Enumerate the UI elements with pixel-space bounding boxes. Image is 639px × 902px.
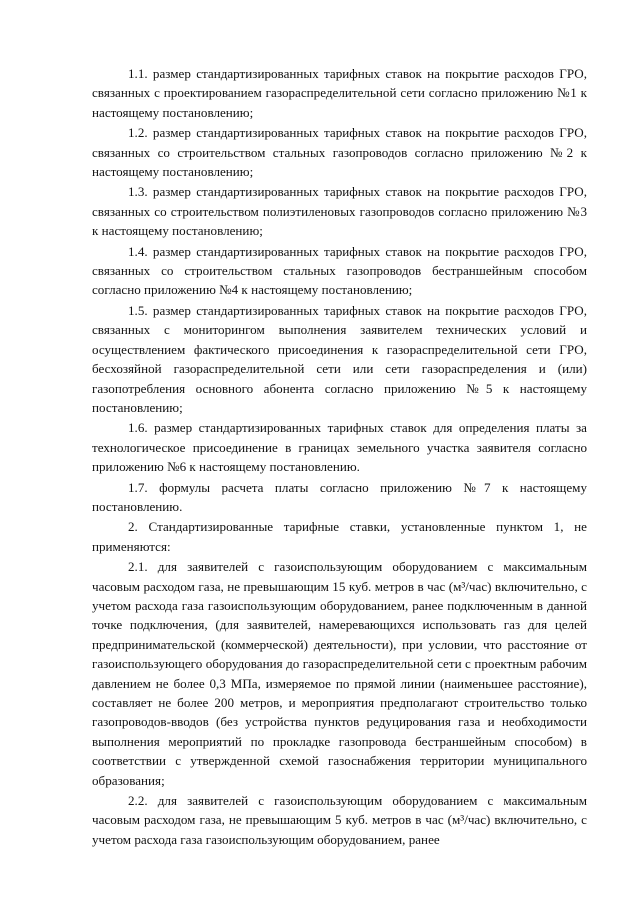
paragraph-1-5: 1.5. размер стандартизированных тарифных ставок на покрытие расходов ГРО, связанных с мониторингом выполнения заявителем технических условий и осуществлением фактического присоединения к газораспределительной сети ГРО, бесхозяйной газораспределительной сети или сети газораспределения и (или) газопотребления основного абонента согласно приложению №5 к настоящему постановлению; (92, 302, 587, 415)
paragraph-1-4: 1.4. размер стандартизированных тарифных ставок на покрытие расходов ГРО, связанных со строительством стальных газопроводов бестраншейным способом согласно приложению №4 к настоящему постановлению; (92, 243, 587, 298)
paragraph-1-7: 1.7. формулы расчета платы согласно приложению №7 к настоящему постановлению. (92, 479, 587, 514)
paragraph-1-1: 1.1. размер стандартизированных тарифных ставок на покрытие расходов ГРО, связанных с проектированием газораспределительной сети согласно приложению №1 к настоящему постановлению; (92, 66, 587, 120)
paragraph-1-6: 1.6. размер стандартизированных тарифных ставок для определения платы за технологическое присоединение в границах земельного участка заявителя согласно приложению №6 к настоящему постановлению. (92, 420, 587, 475)
paragraph-1-2: 1.2. размер стандартизированных тарифных ставок на покрытие расходов ГРО, связанных со строительством стальных газопроводов согласно приложению №2 к настоящему постановлению; (92, 125, 587, 180)
paragraph-1-3: 1.3. размер стандартизированных тарифных ставок на покрытие расходов ГРО, связанных со строительством полиэтиленовых газопроводов согласно приложению №3 к настоящему постановлению; (92, 184, 587, 239)
paragraph-2-1: 2.1. для заявителей с газоиспользующим оборудованием с максимальным часовым расходом газа, не превышающим 15 куб. метров в час (м³/час) включительно, с учетом расхода газа газоиспользующим оборудованием, ранее подключенным в данной точке подключения, (для заявителей, намеревающихся использовать газ для целей предпринимательской (коммерческой) деятельности), при условии, что расстояние от газоиспользующего оборудования до газораспределительной сети с проектным рабочим давлением не более 0,3 МПа, измеряемое по прямой линии (наименьшее расстояние), составляет не более 200 метров, и мероприятия предполагают строительство только газопроводов-вводов (без устройства пунктов редуцирования газа и необходимости выполнения мероприятий по прокладке газопровода бестраншейным способом) в соответствии с утвержденной схемой газоснабжения территории муниципального образования; (92, 559, 587, 788)
paragraph-2-2: 2.2. для заявителей с газоиспользующим оборудованием с максимальным часовым расходом газа, не превышающим 5 куб. метров в час (м³/час) включительно, с учетом расхода газа газоиспользующим оборудованием, ранее (92, 793, 587, 847)
document-body (92, 64, 587, 849)
paragraph-2: 2. Стандартизированные тарифные ставки, установленные пунктом 1, не применяются: (92, 519, 587, 554)
